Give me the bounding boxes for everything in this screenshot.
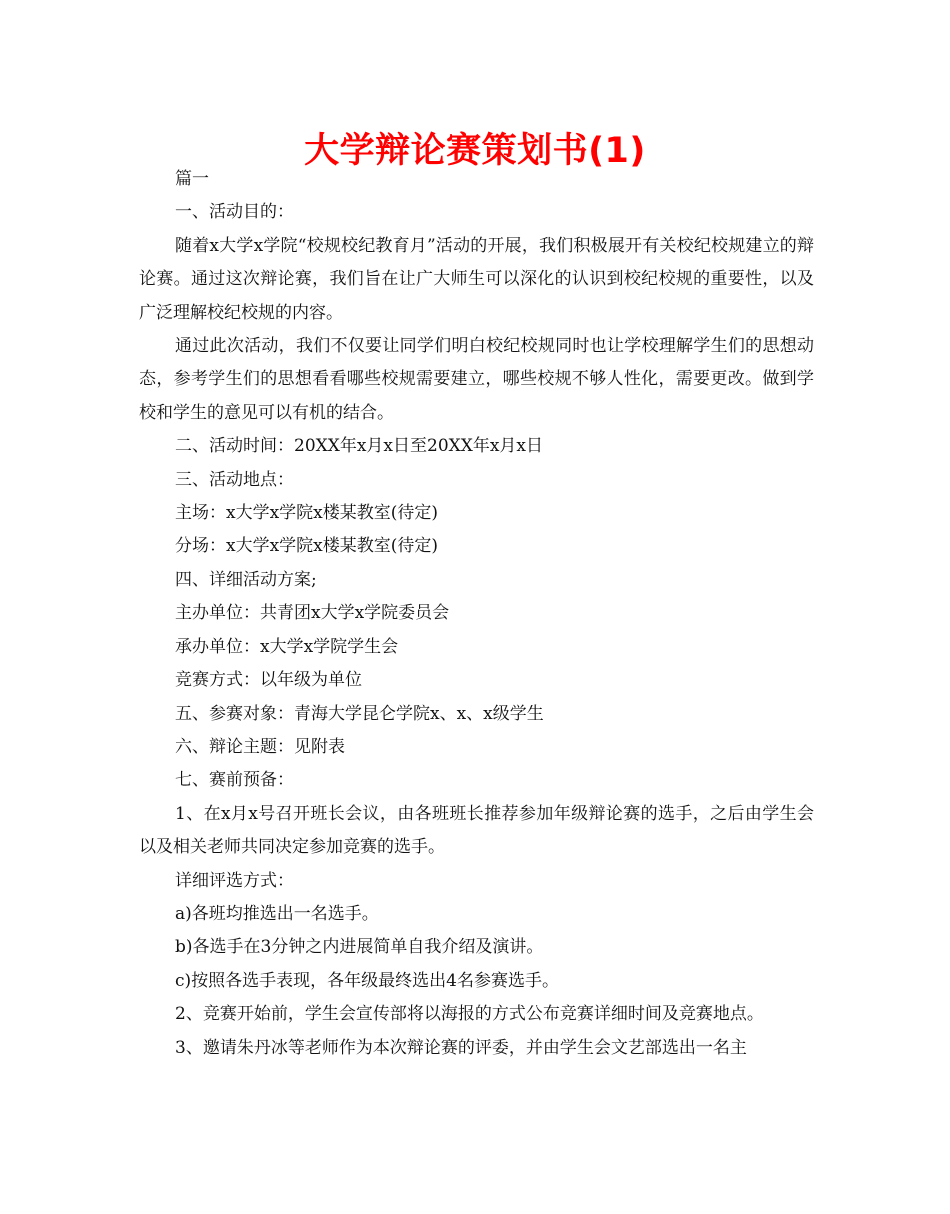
selection-item-c: c)按照各选手表现，各年级最终选出4名参赛选手。 — [175, 970, 559, 991]
heading-location: 三、活动地点： — [175, 469, 294, 490]
location-main: 主场：x大学x学院x楼某教室(待定) — [175, 503, 439, 524]
heading-time: 二、活动时间：20XX年x月x日至20XX年x月x日 — [175, 436, 544, 457]
heading-plan: 四、详细活动方案; — [175, 569, 317, 590]
location-branch: 分场：x大学x学院x楼某教室(待定) — [175, 536, 439, 557]
preparation-step-1: 1、在x月x号召开班长会议，由各班班长推荐参加年级辩论赛的选手，之后由学生会以及相关老师共同决定参加竞赛的选手。 — [139, 803, 814, 858]
heading-participants: 五、参赛对象：青海大学昆仑学院x、x、x级学生 — [175, 703, 544, 724]
preparation-step-3: 3、邀请朱丹冰等老师作为本次辩论赛的评委，并由学生会文艺部选出一名主 — [175, 1037, 747, 1058]
paragraph-purpose-2: 通过此次活动，我们不仅要让同学们明白校纪校规同时也让学校理解学生们的思想动态，参考学生们的思想看看哪些校规需要建立，哪些校规不够人性化，需要更改。做到学校和学生的意见可以有机的结合。 — [139, 336, 814, 423]
host-line: 承办单位：x大学x学院学生会 — [175, 636, 399, 657]
organizer-line: 主办单位：共青团x大学x学院委员会 — [175, 603, 450, 624]
document-title: 大学辩论赛策划书(1) — [304, 131, 646, 171]
format-line: 竞赛方式：以年级为单位 — [175, 670, 362, 691]
heading-purpose: 一、活动目的： — [175, 202, 294, 223]
selection-method-heading: 详细评选方式： — [175, 870, 294, 891]
paragraph-purpose-1: 随着x大学x学院“校规校纪教育月”活动的开展，我们积极展开有关校纪校规建立的辩论赛。通过这次辩论赛，我们旨在让广大师生可以深化的认识到校纪校规的重要性，以及广泛理解校纪校规的内容。 — [139, 235, 814, 323]
section-label: 篇一 — [175, 169, 209, 189]
heading-preparation: 七、赛前预备： — [175, 770, 294, 791]
selection-item-b: b)各选手在3分钟之内进展简单自我介绍及演讲。 — [175, 937, 544, 958]
heading-topic: 六、辩论主题：见附表 — [175, 736, 345, 757]
document-body — [139, 163, 814, 1065]
preparation-step-2: 2、竞赛开始前，学生会宣传部将以海报的方式公布竞赛详细时间及竞赛地点。 — [175, 1004, 764, 1025]
selection-item-a: a)各班均推选出一名选手。 — [175, 903, 379, 924]
